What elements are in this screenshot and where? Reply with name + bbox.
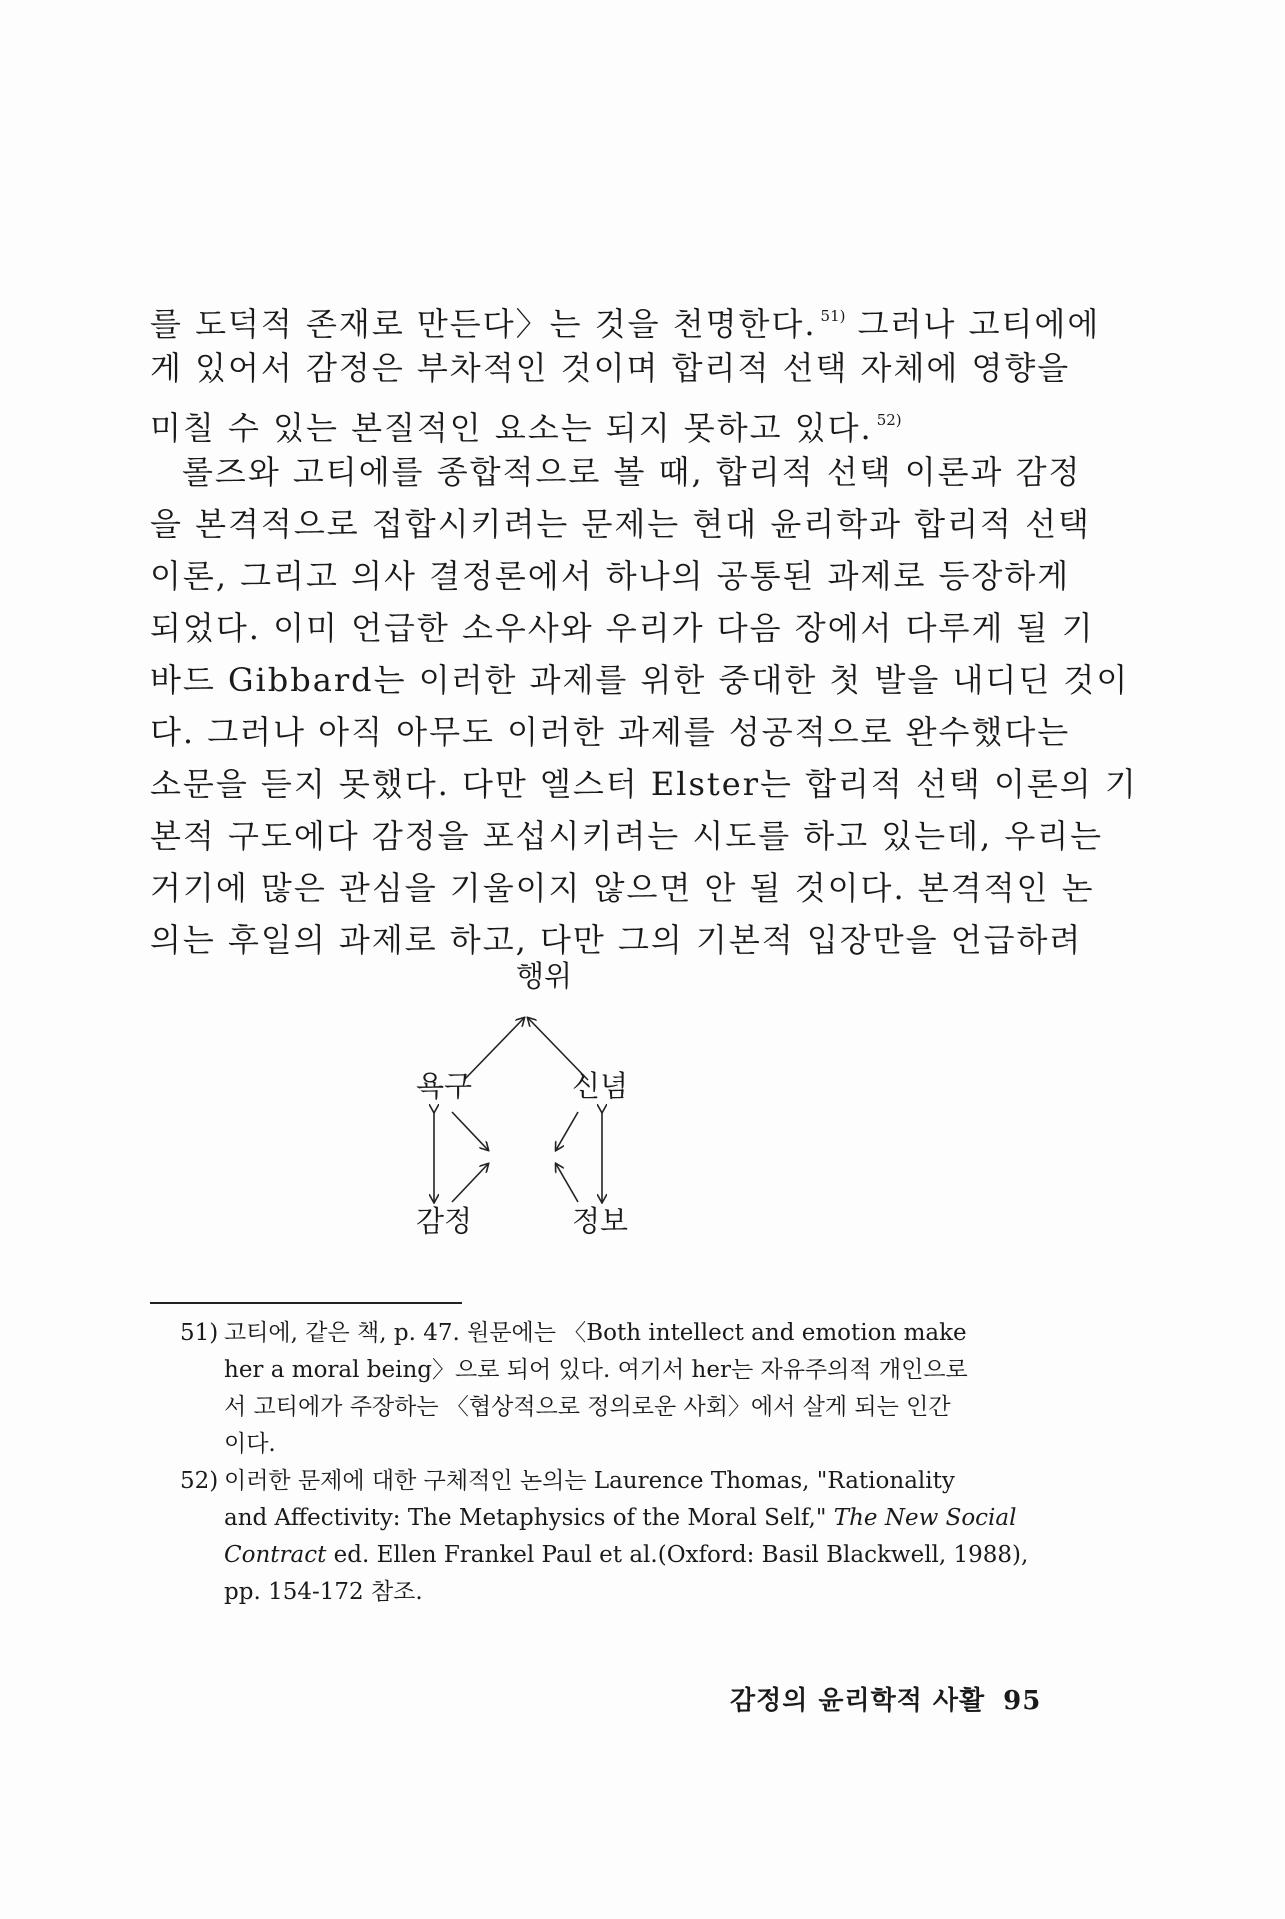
body-line: 의는 후일의 과제로 하고, 다만 그의 기본적 입장만을 언급하려: [150, 921, 1083, 959]
book-title: Contract: [224, 1542, 327, 1568]
body-line: [150, 394, 1090, 446]
footnote-text: and Affectivity: The Metaphysics of the Moral Self,": [224, 1505, 827, 1531]
footnote-text: ed. Ellen Frankel Paul et al.(Oxford: Basil Blackwell, 1988),: [333, 1542, 1029, 1568]
body-line: 다. 그러나 아직 아무도 이러한 과제를 성공적으로 완수했다는: [150, 713, 1071, 751]
node-action: 행위: [515, 959, 573, 993]
footnote-text: 이다.: [224, 1431, 276, 1457]
page-footer: [730, 1680, 1041, 1717]
body-line: 바드 Gibbard는 이러한 과제를 위한 중대한 첫 발을 내디딘 것이: [150, 661, 1130, 699]
body-line: 되었다. 이미 언급한 소우사와 우리가 다음 장에서 다루게 될 기: [150, 609, 1095, 647]
arrow-desire-to-action: [464, 1018, 524, 1080]
footnote-52: [180, 1463, 1095, 1500]
arrow-info-to-belief: [556, 1164, 578, 1202]
arrow-desire-to-emotion: [452, 1112, 488, 1150]
footnote-text-line: [224, 1500, 1095, 1537]
arrow-belief-to-info: [556, 1112, 578, 1150]
footnote-number: 52): [180, 1468, 219, 1494]
footnote-ref-51: 51): [820, 307, 846, 325]
body-line: 거기에 많은 관심을 기울이지 않으면 안 될 것이다. 본격적인 논: [150, 869, 1095, 907]
running-title: 감정의 윤리학적 사활: [730, 1686, 986, 1716]
footnotes: [180, 1315, 1095, 1611]
footnote-text: her a moral being〉으로 되어 있다. 여기서 her는 자유주의적 개인으로: [224, 1357, 968, 1383]
footnote-number: 51): [180, 1320, 219, 1346]
footnote-51: [180, 1315, 1095, 1352]
node-emotion: 감정: [415, 1204, 473, 1238]
book-title: The New Social: [833, 1505, 1017, 1531]
action-diagram: [415, 959, 780, 1240]
footnote-divider: [150, 1302, 462, 1304]
node-desire: 욕구: [415, 1069, 473, 1103]
arrow-emotion-to-desire: [452, 1164, 488, 1202]
body-line: 이론, 그리고 의사 결정론에서 하나의 공통된 과제로 등장하게: [150, 557, 1071, 595]
footnote-text: pp. 154-172 참조.: [224, 1579, 423, 1605]
body-line: 게 있어서 감정은 부차적인 것이며 합리적 선택 자체에 영향을: [150, 349, 1071, 387]
body-line: 소문을 듣지 못했다. 다만 엘스터 Elster는 합리적 선택 이론의 기: [150, 765, 1138, 803]
node-information: 정보: [571, 1204, 629, 1238]
footnote-text: 서 고티에가 주장하는 〈협상적으로 정의로운 사회〉에서 살게 되는 인간: [224, 1394, 951, 1420]
footnote-text: 고티에, 같은 책, p. 47. 원문에는 〈Both intellect and emotion make: [224, 1320, 967, 1346]
page-number: 95: [1003, 1686, 1042, 1716]
footnote-text: 이러한 문제에 대한 구체적인 논의는 Laurence Thomas, "Rationality: [224, 1468, 955, 1494]
body-line: 본적 구도에다 감정을 포섭시키려는 시도를 하고 있는데, 우리는: [150, 817, 1104, 855]
footnote-text-line: [224, 1537, 1095, 1574]
footnote-ref-52: 52): [876, 411, 902, 429]
body-text: [150, 290, 1138, 966]
node-belief: 신념: [571, 1069, 629, 1103]
body-line: 을 본격적으로 접합시키려는 문제는 현대 윤리학과 합리적 선택: [150, 505, 1091, 543]
body-line-tail: 그러나 고티에에: [857, 305, 1101, 343]
body-line: [150, 290, 1101, 343]
body-line-text: 를 도덕적 존재로 만든다〉는 것을 천명한다.: [150, 305, 817, 343]
paragraph-start-line: 롤즈와 고티에를 종합적으로 볼 때, 합리적 선택 이론과 감정: [182, 453, 1082, 491]
diagram-arrows: [480, 960, 780, 1240]
body-line-text: 미칠 수 있는 본질적인 요소는 되지 못하고 있다.: [150, 409, 873, 447]
